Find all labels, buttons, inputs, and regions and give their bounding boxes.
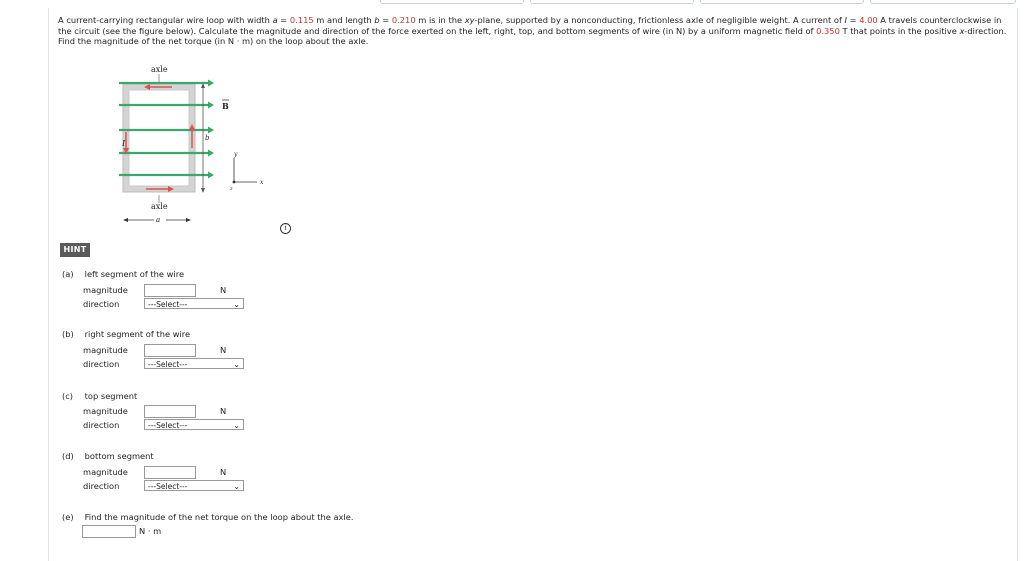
hint-button[interactable]: HINT bbox=[60, 243, 90, 257]
select-value: ---Select--- bbox=[148, 482, 188, 491]
part-label: (a) bbox=[62, 269, 74, 279]
direction-label: direction bbox=[83, 481, 120, 491]
select-value: ---Select--- bbox=[148, 300, 188, 309]
value-B: 0.350 bbox=[816, 25, 840, 36]
axle-bottom-label: axle bbox=[151, 202, 168, 211]
part-label: (b) bbox=[62, 329, 74, 339]
direction-select[interactable] bbox=[144, 419, 244, 430]
length-label: b bbox=[205, 134, 210, 142]
value-a: 0.115 bbox=[289, 15, 314, 25]
magnitude-input[interactable] bbox=[144, 466, 196, 479]
top-tab-1[interactable] bbox=[380, 0, 524, 4]
field-label: B bbox=[222, 101, 229, 111]
loop-figure bbox=[110, 62, 270, 232]
direction-select[interactable] bbox=[144, 298, 244, 309]
part-e bbox=[62, 511, 354, 523]
magnitude-label: magnitude bbox=[83, 406, 128, 416]
chevron-down-icon: ⌄ bbox=[233, 360, 240, 369]
problem-text: m is in the bbox=[415, 15, 465, 25]
top-tab-strip bbox=[0, 0, 1024, 8]
magnitude-input[interactable] bbox=[144, 284, 196, 297]
select-value: ---Select--- bbox=[148, 421, 188, 430]
torque-input[interactable] bbox=[82, 525, 136, 538]
part-label: (c) bbox=[62, 391, 74, 401]
part-title: top segment bbox=[84, 391, 138, 401]
width-label: a bbox=[156, 216, 161, 224]
problem-text: -plane, supported by a nonconducting, frictionless axle of negligible weight. A current of bbox=[474, 15, 845, 25]
magnitude-label: magnitude bbox=[83, 467, 128, 477]
part-title: right segment of the wire bbox=[84, 329, 191, 339]
equals: = bbox=[379, 15, 392, 25]
dim-arrow bbox=[123, 218, 128, 222]
top-tab-2[interactable] bbox=[530, 0, 694, 4]
var-I: I bbox=[844, 15, 847, 25]
problem-text: m and length bbox=[313, 15, 375, 25]
axle-top-label: axle bbox=[151, 65, 168, 74]
unit-label: N bbox=[220, 467, 227, 477]
top-tab-3[interactable] bbox=[700, 0, 864, 4]
chevron-down-icon: ⌄ bbox=[233, 421, 240, 430]
x-axis-label: x bbox=[260, 179, 264, 186]
y-axis-label: y bbox=[234, 151, 238, 158]
var-x: x bbox=[959, 25, 965, 36]
unit-label: N bbox=[220, 285, 227, 295]
problem-text: A travels counterclockwise in the circuit (see the figure below). Calculate the magnitude and direction of the force exerted on the left, right, top, and bottom segments of wire (in N) by a uniform magnetic field of bbox=[58, 15, 1002, 36]
unit-label: N bbox=[220, 406, 227, 416]
var-b: b bbox=[374, 15, 380, 25]
magnitude-label: magnitude bbox=[83, 285, 128, 295]
magnitude-label: magnitude bbox=[83, 345, 128, 355]
var-a: a bbox=[272, 15, 278, 25]
z-axis-label: z bbox=[230, 186, 233, 192]
direction-select[interactable] bbox=[144, 480, 244, 491]
problem-text: A current-carrying rectangular wire loop with width bbox=[58, 15, 273, 25]
part-title: Find the magnitude of the net torque on the loop about the axle. bbox=[84, 512, 354, 522]
unit-label: N bbox=[220, 345, 227, 355]
value-I: 4.00 bbox=[859, 15, 878, 25]
equals: = bbox=[277, 15, 290, 25]
equals: = bbox=[846, 15, 860, 25]
direction-label: direction bbox=[83, 420, 120, 430]
part-title: left segment of the wire bbox=[84, 269, 185, 279]
chevron-down-icon: ⌄ bbox=[233, 300, 240, 309]
part-label: (e) bbox=[62, 512, 74, 522]
dim-arrow bbox=[186, 218, 191, 222]
axes-icon bbox=[233, 158, 257, 183]
direction-label: direction bbox=[83, 299, 120, 309]
select-value: ---Select--- bbox=[148, 360, 188, 369]
torque-unit-label: N · m bbox=[139, 526, 162, 536]
current-label: I bbox=[122, 139, 126, 148]
top-tab-4[interactable] bbox=[870, 0, 1016, 4]
part-c bbox=[62, 390, 240, 430]
problem-text: -direction. Find the magnitude of the net torque (in N · m) on the loop about the axle. bbox=[58, 25, 1007, 46]
part-title: bottom segment bbox=[84, 451, 154, 461]
part-label: (d) bbox=[62, 451, 74, 461]
dim-arrow bbox=[201, 188, 205, 193]
value-b: 0.210 bbox=[391, 15, 416, 25]
info-icon[interactable]: i bbox=[280, 223, 291, 234]
magnitude-input[interactable] bbox=[144, 344, 196, 357]
part-a bbox=[62, 268, 240, 309]
part-b bbox=[62, 328, 240, 369]
magnitude-input[interactable] bbox=[144, 405, 196, 418]
direction-label: direction bbox=[83, 359, 120, 369]
direction-select[interactable] bbox=[144, 358, 244, 369]
part-d bbox=[62, 450, 240, 491]
problem-text: T that points in the positive bbox=[839, 25, 960, 36]
var-xy: xy bbox=[464, 15, 475, 25]
problem-statement bbox=[58, 15, 1008, 47]
chevron-down-icon: ⌄ bbox=[233, 482, 240, 491]
